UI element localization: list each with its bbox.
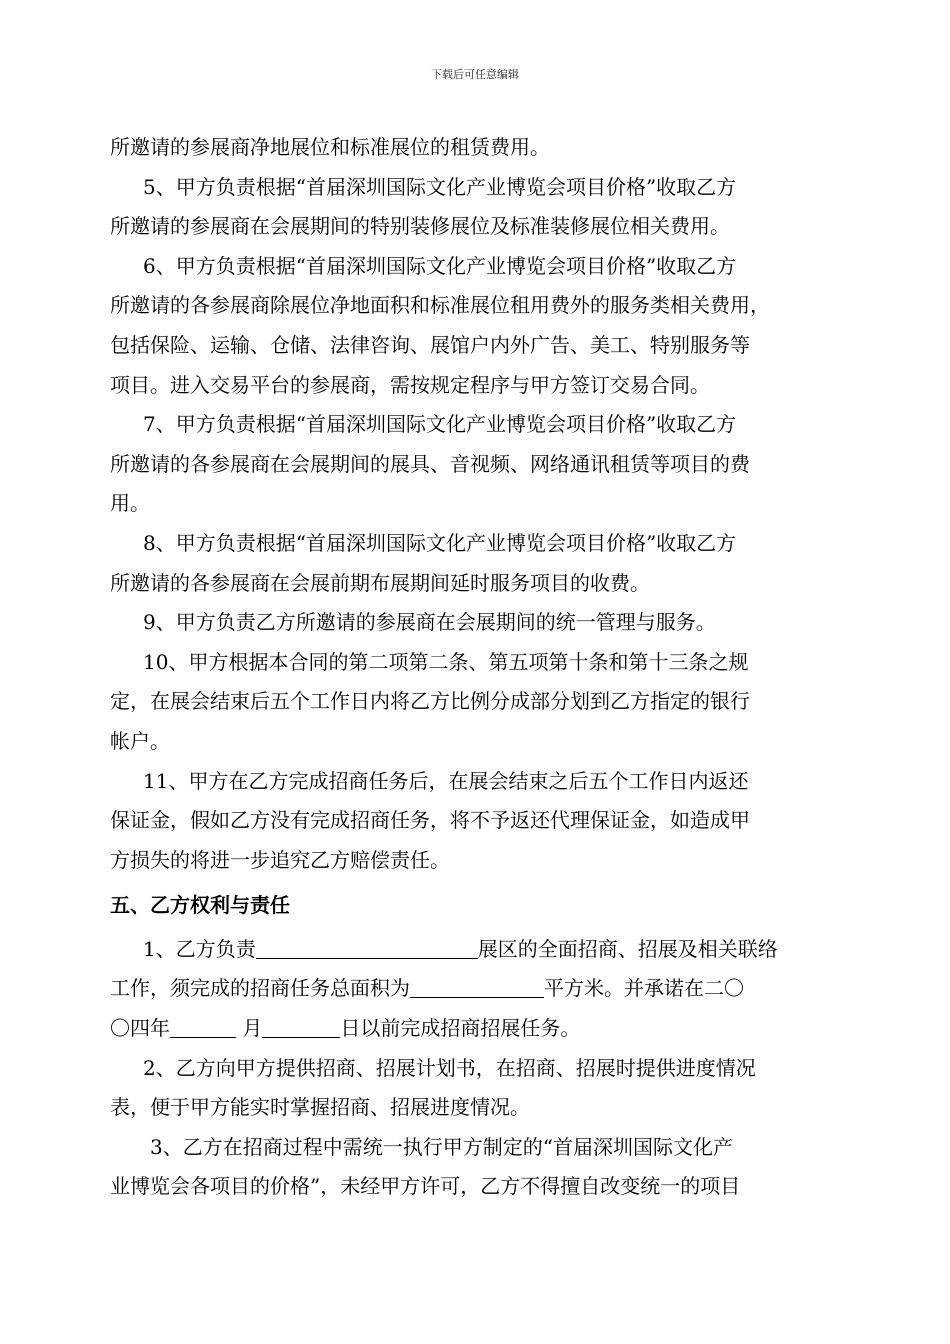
text-line: 所邀请的各参展商除展位净地面积和标准展位租用费外的服务类相关费用， [110, 293, 770, 318]
page-header: 下载后可任意编辑 [431, 68, 519, 81]
paragraph-item-2: 2、乙方向甲方提供招商、招展计划书，在招商、招展时提供进度情况 [143, 1055, 756, 1080]
text-line: 所邀请的参展商在会展期间的特别装修展位及标准装修展位相关费用。 [110, 214, 730, 239]
item-1-text: 平方米。并承诺在二〇 [544, 976, 744, 1001]
text-line: 所邀请的各参展商在会展期间的展具、音视频、网络通讯租赁等项目的费 [110, 451, 750, 476]
text-line: 方损失的将进一步追究乙方赔偿责任。 [110, 847, 450, 872]
month-blank[interactable] [170, 1015, 236, 1038]
paragraph-7: 7、甲方负责根据“首届深圳国际文化产业博览会项目价格”收取乙方 [143, 412, 737, 437]
paragraph-9: 9、甲方负责乙方所邀请的参展商在会展期间的统一管理与服务。 [143, 610, 716, 635]
text-line: 表，便于甲方能实时掌握招商、招展进度情况。 [110, 1095, 530, 1120]
text-line: 所邀请的参展商净地展位和标准展位的租赁费用。 [110, 135, 550, 159]
text-line: 定，在展会结束后五个工作日内将乙方比例分成部分划到乙方指定的银行 [110, 689, 750, 714]
item-1-line-2 [110, 969, 840, 1009]
text-line: 包括保险、运输、仓储、法律咨询、展馆户内外广告、美工、特别服务等 [110, 332, 750, 357]
text-line: 业博览会各项目的价格”，未经甲方许可，乙方不得擅自改变统一的项目 [110, 1174, 741, 1199]
item-1-text: 展区的全面招商、招展及相关联络 [477, 936, 778, 961]
item-1-line-3 [110, 1009, 840, 1049]
text-line: 保证金，假如乙方没有完成招商任务，将不予返还代理保证金，如造成甲 [110, 808, 750, 833]
item-1-text: 日以前完成招商招展任务。 [340, 1016, 581, 1041]
text-line: 项目。进入交易平台的参展商，需按规定程序与甲方签订交易合同。 [110, 372, 710, 397]
item-1-text: 工作，须完成的招商任务总面积为 [110, 976, 410, 1001]
item-1-text: 月 [236, 1016, 263, 1041]
paragraph-8: 8、甲方负责根据“首届深圳国际文化产业博览会项目价格”收取乙方 [143, 530, 737, 555]
day-blank[interactable] [262, 1015, 340, 1038]
paragraph-10: 10、甲方根据本合同的第二项第二条、第五项第十条和第十三条之规 [143, 649, 749, 674]
text-line: 帐户。 [110, 728, 170, 753]
square-meters-blank[interactable] [410, 975, 544, 998]
paragraph-11: 11、甲方在乙方完成招商任务后，在展会结束之后五个工作日内返还 [143, 768, 749, 793]
section-heading: 五、乙方权利与责任 [110, 893, 290, 918]
area-blank[interactable] [256, 936, 478, 959]
paragraph-6: 6、甲方负责根据“首届深圳国际文化产业博览会项目价格”收取乙方 [143, 253, 737, 278]
item-1-text: 〇四年 [110, 1016, 170, 1041]
contract-body [110, 128, 840, 1207]
paragraph-5: 5、甲方负责根据“首届深圳国际文化产业博览会项目价格”收取乙方 [143, 174, 737, 199]
text-line: 所邀请的各参展商在会展前期布展期间延时服务项目的收费。 [110, 570, 650, 595]
text-line: 用。 [110, 491, 150, 516]
item-1-prefix: 1、乙方负责 [143, 936, 256, 961]
item-1-line-1 [110, 930, 840, 970]
paragraph-item-3: 3、乙方在招商过程中需统一执行甲方制定的“首届深圳国际文化产 [150, 1134, 733, 1159]
